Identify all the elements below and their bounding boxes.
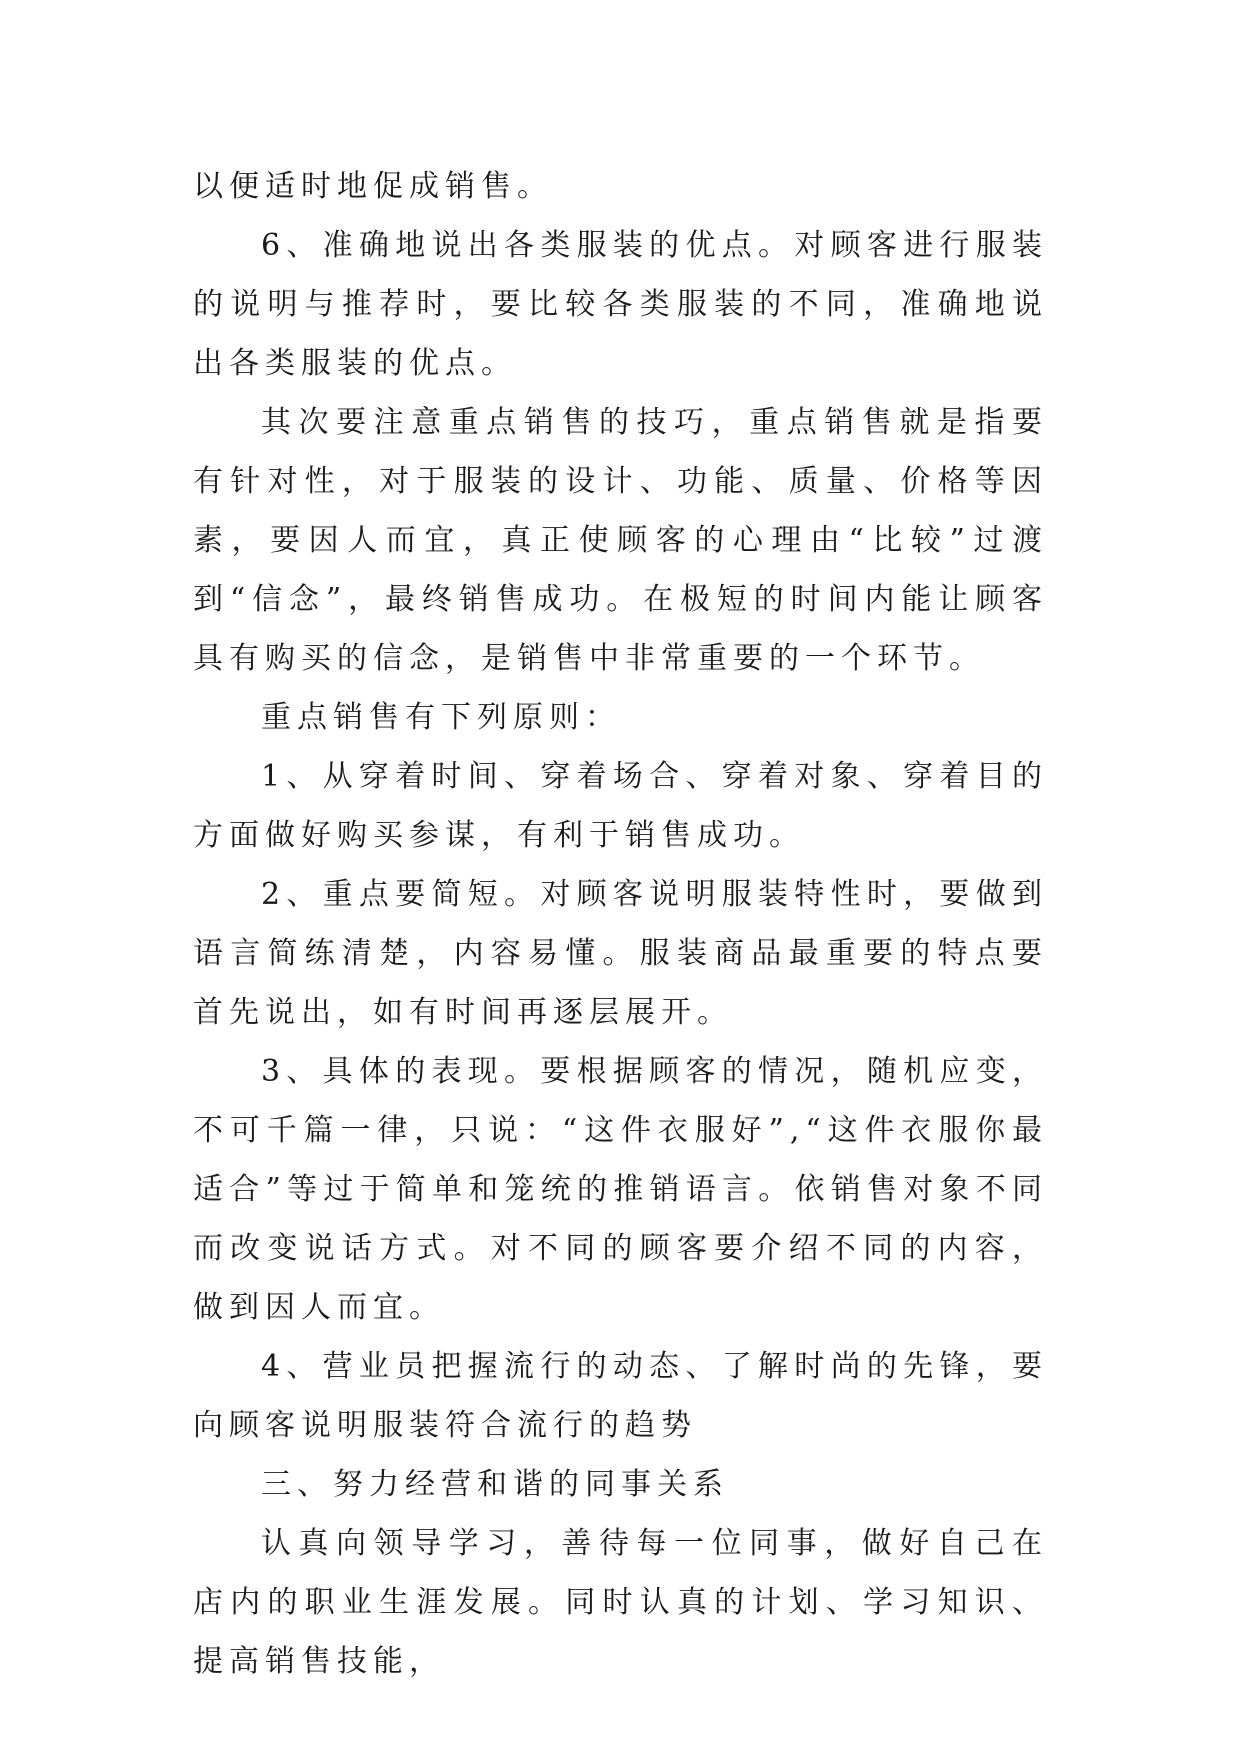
section-heading-colleague-relations: 三、努力经营和谐的同事关系 bbox=[261, 1467, 729, 1502]
paragraph-point-6: 6、准确地说出各类服装的优点。对顾客进行服装的说明与推荐时，要比较各类服装的不同，准确地说出各类服装的优点。 bbox=[193, 228, 1048, 381]
paragraph-continuation: 以便适时地促成销售。 bbox=[193, 169, 553, 204]
paragraph-learn-from-leaders: 认真向领导学习，善待每一位同事，做好自己在店内的职业生涯发展。同时认真的计划、学习知识、提高销售技能， bbox=[193, 1526, 1048, 1679]
paragraph-principle-4: 4、营业员把握流行的动态、了解时尚的先锋，要向顾客说明服装符合流行的趋势 bbox=[193, 1349, 1048, 1443]
paragraph-principle-1: 1、从穿着时间、穿着场合、穿着对象、穿着目的方面做好购买参谋，有利于销售成功。 bbox=[193, 759, 1048, 853]
paragraph-principle-3: 3、具体的表现。要根据顾客的情况，随机应变，不可千篇一律，只说：“这件衣服好”,“这件衣服你最适合”等过于简单和笼统的推销语言。依销售对象不同而改变说话方式。对不同的顾客要介绍不同的内容，做到因人而宜。 bbox=[193, 1054, 1048, 1325]
paragraph-principle-2: 2、重点要简短。对顾客说明服装特性时，要做到语言简练清楚，内容易懂。服装商品最重要的特点要首先说出，如有时间再逐层展开。 bbox=[193, 877, 1048, 1030]
paragraph-principles-heading: 重点销售有下列原则： bbox=[261, 700, 621, 735]
document-body bbox=[193, 157, 1048, 1691]
paragraph-key-sales-skills: 其次要注意重点销售的技巧，重点销售就是指要有针对性，对于服装的设计、功能、质量、价格等因素，要因人而宜，真正使顾客的心理由“比较”过渡到“信念”，最终销售成功。在极短的时间内能让顾客具有购买的信念，是销售中非常重要的一个环节。 bbox=[193, 405, 1048, 676]
